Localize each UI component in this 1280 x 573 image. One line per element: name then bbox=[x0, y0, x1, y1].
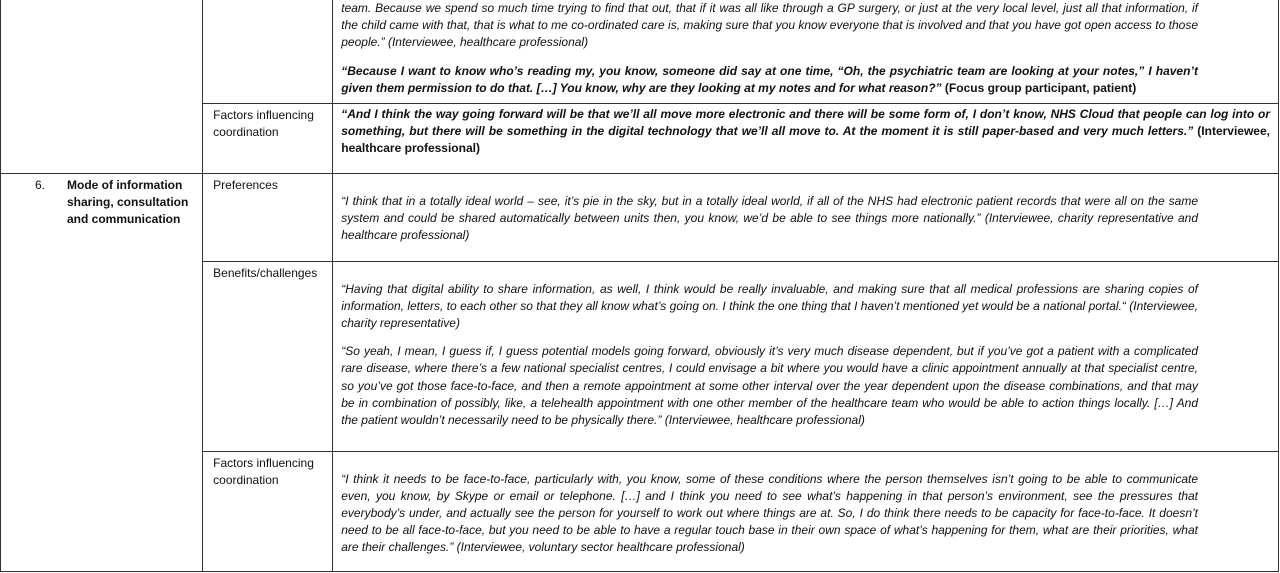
quote bbox=[341, 281, 1198, 333]
quote bbox=[341, 0, 1198, 52]
quote-text: “I think it needs to be face-to-face, particularly with, you know, some of these conditions where the person themselves isn’t going to be able to communicate even, you know, by Skype or email or telephone. […] and I think you need to see what’s happening in that person’s environment, see the pressures that everybody’s under, and actually see the person for yourself to work out where things are at. So, I do think there needs to be capacity for face-to-face. It doesn’t need to be all face-to-face, but you need to be able to have a regular touch base in their own space of what’s happening for them, what are their priorities, what are their challenges.” (Interviewee, voluntary sector healthcare professional) bbox=[341, 471, 1198, 555]
subtheme-label: Factors influencing coordination bbox=[213, 455, 314, 487]
quote bbox=[341, 471, 1198, 557]
subtheme-cell bbox=[203, 451, 333, 571]
theme-cell bbox=[1, 173, 203, 571]
quotes-cell bbox=[333, 451, 1279, 571]
quote-text: “Because I want to know who’s reading my, you know, someone did say at one time, “Oh, the psychiatric team are looking at your notes,” I haven’t given them permission to do that. […] You know, why are they looking at my notes and for what reason?” bbox=[341, 63, 1198, 95]
quote-text: “So yeah, I mean, I guess if, I guess potential models going forward, obviously it’s very much disease dependent, but if you’ve got a patient with a complicated rare disease, where there’s a few national specialist centres, I could envisage a bit where you would have a clinic appointment annually at that specialist centre, so you’ve got those face-to-face, and then a remote appointment at some other interval over the year dependent upon the disease combinations, and that may be in combination of possibly, like, a telehealth appointment with one other member of the healthcare team who would be able to action things locally. […] And the patient wouldn’t necessarily need to be physically there.” (Interviewee, healthcare professional) bbox=[341, 344, 1198, 427]
theme-number: 6. bbox=[35, 177, 46, 192]
subtheme-cell bbox=[203, 173, 333, 261]
table-row bbox=[1, 173, 1279, 261]
quotes-cell bbox=[333, 0, 1279, 103]
quote bbox=[341, 343, 1198, 429]
theme-cell-empty bbox=[1, 0, 203, 173]
subtheme-cell bbox=[203, 103, 333, 173]
quote-text: team. Because we spend so much time trying to find that out, that if it was all like through a GP surgery, or just at the very local level, just all that information, if the child came with that, that is what to me co-ordinated care is, making sure that you know everyone that is involved and that you have got open access to those people.” bbox=[341, 1, 1198, 50]
subtheme-label: Preferences bbox=[213, 177, 278, 192]
quote-text: “I think that in a totally ideal world – see, it’s pie in the sky, but in a totally ideal world, if all of the NHS had electronic patient records that were all on the same system and could be shared automatically between units then, you know, we’d be able to see things more nationally.” (Interviewee, charity representative and healthcare professional) bbox=[341, 193, 1198, 242]
subtheme-cell bbox=[203, 261, 333, 451]
quote bbox=[341, 193, 1198, 245]
quote-source: (Interviewee, healthcare professional) bbox=[387, 35, 589, 50]
quote-source: (Focus group participant, patient) bbox=[944, 80, 1137, 95]
quote-text: “And I think the way going forward will be that we’ll all move more electronic and there will be some form of, I don’t know, NHS Cloud that people can log into or something, but there will be something in the digital technology that we’ll all move to. At the moment it is still paper-based and very much letters.” bbox=[341, 106, 1270, 138]
quote-source: (Interviewee, healthcare professional) bbox=[341, 123, 1270, 155]
quotes-cell bbox=[333, 103, 1279, 173]
quote bbox=[341, 63, 1198, 97]
subtheme-label: Factors influencing coordination bbox=[213, 107, 314, 139]
theme-title: Mode of information sharing, consultation and communication bbox=[67, 177, 189, 226]
table-row bbox=[1, 0, 1279, 103]
quote-text: “Having that digital ability to share information, as well, I think would be really invaluable, and making sure that all medical professions are sharing copies of information, letters, to each other so that they all know what’s going on. I think the one thing that I haven’t mentioned yet would be a national portal.“ (Interviewee, charity representative) bbox=[341, 281, 1198, 330]
subtheme-label: Benefits/challenges bbox=[213, 265, 318, 280]
subtheme-cell bbox=[203, 0, 333, 103]
quote bbox=[341, 106, 1270, 158]
quotes-cell bbox=[333, 261, 1279, 451]
quotes-cell bbox=[333, 173, 1279, 261]
